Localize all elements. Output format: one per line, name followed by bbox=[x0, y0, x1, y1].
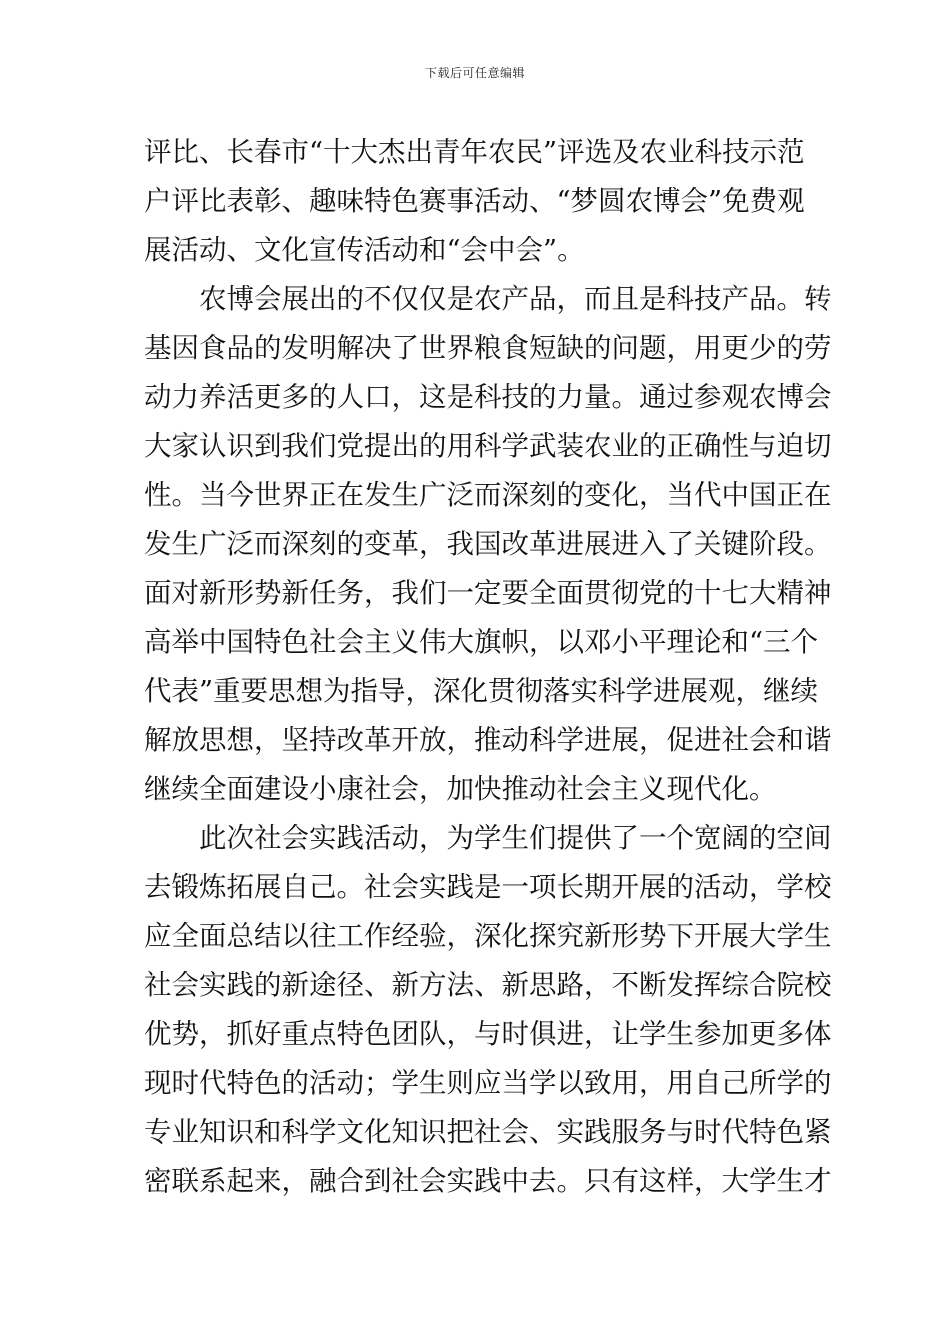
text-line bbox=[144, 765, 804, 814]
text-line-content: 此次社会实践活动，为学生们提供了一个宽阔的空间 bbox=[199, 822, 832, 854]
text-line bbox=[144, 128, 804, 177]
text-line bbox=[144, 961, 832, 1010]
text-line bbox=[144, 422, 832, 471]
text-line bbox=[144, 667, 819, 716]
document-body bbox=[144, 128, 832, 1206]
text-line-content: 农博会展出的不仅仅是农产品，而且是科技产品。转 bbox=[199, 283, 832, 315]
text-line bbox=[144, 177, 804, 226]
text-line-content: 社会实践的新途径、新方法、新思路，不断发挥综合院校 bbox=[144, 969, 832, 1001]
text-line bbox=[144, 1059, 832, 1108]
text-line bbox=[144, 226, 804, 275]
page-header: 下载后可任意编辑 bbox=[424, 66, 525, 80]
text-line-content: 继续全面建设小康社会，加快推动社会主义现代化。 bbox=[144, 773, 777, 805]
text-line bbox=[144, 814, 832, 863]
text-line-content: 应全面总结以往工作经验，深化探究新形势下开展大学生 bbox=[144, 920, 832, 952]
text-line bbox=[144, 373, 832, 422]
text-line bbox=[144, 618, 819, 667]
text-line-content: 基因食品的发明解决了世界粮食短缺的问题，用更少的劳 bbox=[144, 332, 832, 364]
text-line bbox=[144, 863, 832, 912]
text-line bbox=[144, 716, 832, 765]
text-line bbox=[144, 520, 832, 569]
text-line-content: 密联系起来，融合到社会实践中去。只有这样，大学生才 bbox=[144, 1165, 832, 1197]
text-line-content: 面对新形势新任务，我们一定要全面贯彻党的十七大精神 bbox=[144, 577, 832, 609]
text-line bbox=[144, 471, 832, 520]
text-line bbox=[144, 912, 832, 961]
text-line-content: 户评比表彰、趣味特色赛事活动、“梦圆农博会”免费观 bbox=[144, 185, 805, 217]
text-line-content: 动力养活更多的人口，这是科技的力量。通过参观农博会 bbox=[144, 381, 832, 413]
text-line-content: 大家认识到我们党提出的用科学武装农业的正确性与迫切 bbox=[144, 430, 832, 462]
text-line-content: 发生广泛而深刻的变革，我国改革进展进入了关键阶段。 bbox=[144, 528, 832, 560]
text-line-content: 代表”重要思想为指导，深化贯彻落实科学进展观，继续 bbox=[144, 675, 819, 707]
text-line bbox=[144, 569, 832, 618]
text-line-content: 现时代特色的活动；学生则应当学以致用，用自己所学的 bbox=[144, 1067, 832, 1099]
text-line bbox=[144, 275, 832, 324]
text-line bbox=[144, 1157, 832, 1206]
text-line bbox=[144, 324, 832, 373]
text-line-content: 优势，抓好重点特色团队，与时俱进，让学生参加更多体 bbox=[144, 1018, 832, 1050]
text-line-content: 性。当今世界正在发生广泛而深刻的变化，当代中国正在 bbox=[144, 479, 832, 511]
text-line bbox=[144, 1010, 832, 1059]
text-line-content: 去锻炼拓展自己。社会实践是一项长期开展的活动，学校 bbox=[144, 871, 832, 903]
text-line-content: 解放思想，坚持改革开放，推动科学进展，促进社会和谐 bbox=[144, 724, 832, 756]
text-line-content: 高举中国特色社会主义伟大旗帜，以邓小平理论和“三个 bbox=[144, 626, 819, 658]
text-line bbox=[144, 1108, 832, 1157]
text-line-content: 评比、长春市“十大杰出青年农民”评选及农业科技示范 bbox=[144, 136, 805, 168]
text-line-content: 专业知识和科学文化知识把社会、实践服务与时代特色紧 bbox=[144, 1116, 832, 1148]
text-line-content: 展活动、文化宣传活动和“会中会”。 bbox=[144, 234, 585, 266]
